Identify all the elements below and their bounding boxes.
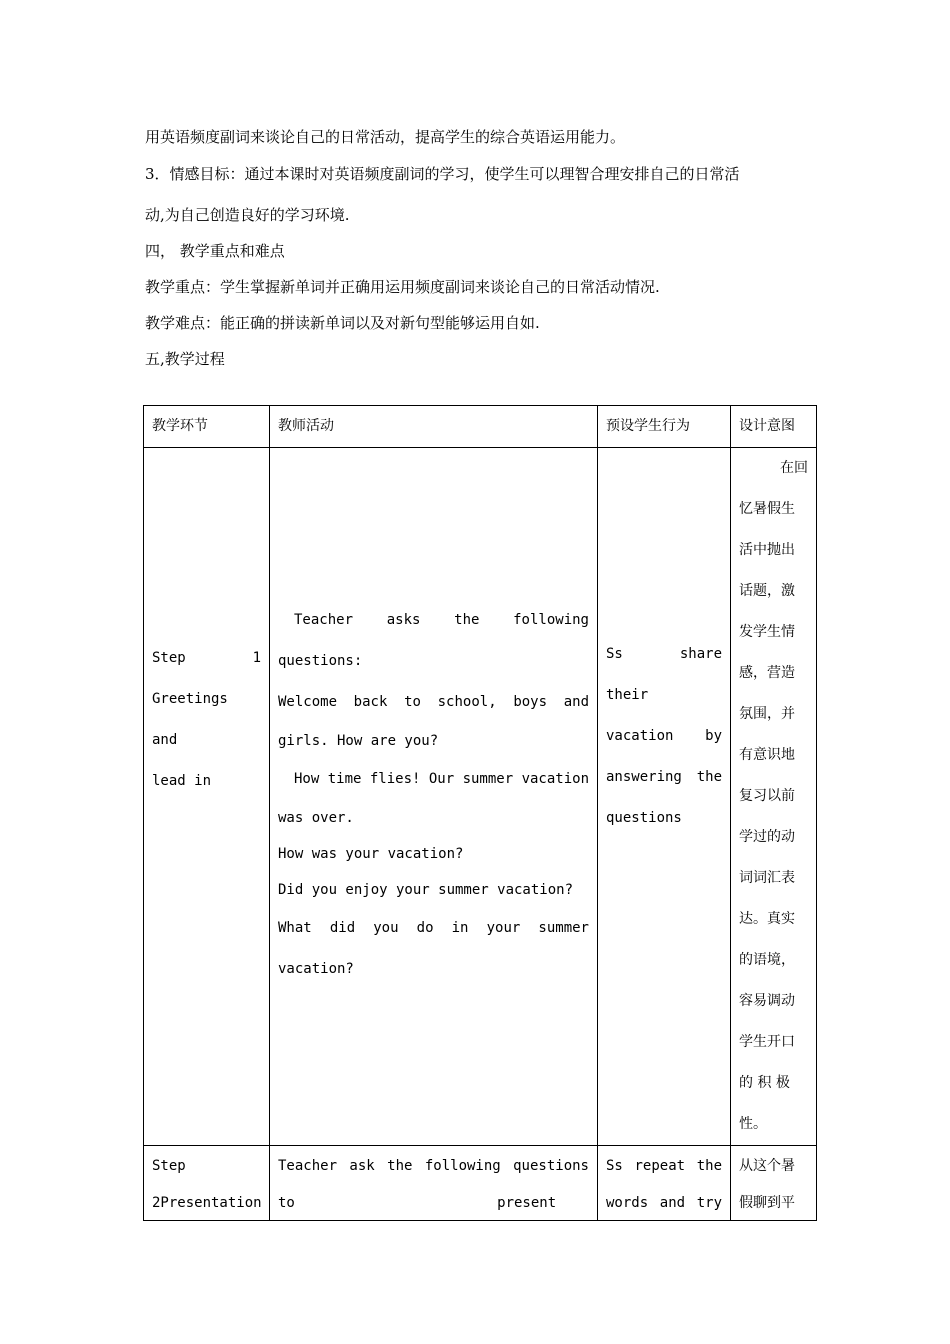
section-heading-5: 五,教学过程 (145, 350, 225, 368)
teacher-activity-cell (270, 448, 598, 1146)
header-teacher-activity: 教师活动 (270, 406, 598, 448)
step-line: lead in (152, 773, 212, 789)
design-intent-cell (731, 1146, 817, 1221)
teacher-line: Did you enjoy your summer vacation? (278, 882, 574, 898)
intent-line: 从这个暑 (739, 1158, 795, 1174)
table-row (144, 448, 817, 1146)
table-row (144, 1146, 817, 1221)
header-stage: 教学环节 (144, 406, 270, 448)
teacher-activity-cell (270, 1146, 598, 1221)
student-line: questions (606, 810, 682, 826)
teacher-line: to present (278, 1195, 557, 1211)
header-design-intent: 设计意图 (731, 406, 817, 448)
teacher-line: was over. (278, 810, 354, 826)
step-line: Greetings and (152, 691, 228, 748)
teacher-line: Teacher asks the following (294, 612, 589, 628)
paragraph-3: 动,为自己创造良好的学习环境. (145, 206, 350, 224)
intent-line: 词词汇表 (739, 870, 795, 886)
intent-line: 达。真实 (739, 911, 795, 927)
intent-line: 复习以前 (739, 788, 795, 804)
step-cell (144, 1146, 270, 1221)
intent-line: 发学生情 (739, 624, 795, 640)
teacher-line: What did you do in your summer (278, 920, 589, 936)
teacher-line: questions: (278, 653, 363, 669)
paragraph-2: 3．情感目标：通过本课时对英语频度副词的学习，使学生可以理智合理安排自己的日常活 (145, 165, 740, 183)
student-behavior-cell (598, 1146, 731, 1221)
intent-line: 感，营造 (739, 665, 795, 681)
design-intent-cell (731, 448, 817, 1146)
student-line: words and try (606, 1195, 722, 1211)
step-line: Step (152, 1158, 186, 1174)
intent-line: 的 积 极 (739, 1075, 790, 1091)
student-line: answering the (606, 769, 722, 785)
table-header-row (144, 406, 817, 448)
student-line: their (606, 687, 649, 703)
intent-line: 在回 (780, 460, 808, 476)
intent-line: 学过的动 (739, 829, 795, 845)
intent-line: 忆暑假生 (739, 501, 795, 517)
teacher-line: How time flies! Our summer vacation (294, 771, 590, 787)
intent-line: 活中抛出 (739, 542, 795, 558)
student-line: Ss repeat the (606, 1158, 722, 1174)
paragraph-difficulty: 教学难点：能正确的拼读新单词以及对新句型能够运用自如. (145, 314, 540, 332)
teacher-line: Teacher ask the following questions (278, 1158, 589, 1174)
paragraph-1: 用英语频度副词来谈论自己的日常活动，提高学生的综合英语运用能力。 (145, 128, 626, 146)
section-heading-4: 四， 教学重点和难点 (145, 242, 285, 260)
intent-line: 容易调动 (739, 993, 795, 1009)
student-behavior-cell (598, 448, 731, 1146)
teaching-process-table (143, 405, 817, 1221)
intent-line: 学生开口 (739, 1034, 795, 1050)
student-line: vacation by (606, 728, 722, 744)
teacher-line: vacation? (278, 961, 354, 977)
intent-line: 氛围，并 (739, 706, 795, 722)
intent-line: 假聊到平 (739, 1195, 795, 1211)
teacher-line: Welcome back to school, boys and (278, 694, 589, 710)
paragraph-key-point: 教学重点：学生掌握新单词并正确用运用频度副词来谈论自己的日常活动情况. (145, 278, 660, 296)
intent-line: 性。 (739, 1116, 767, 1132)
teacher-line: How was your vacation? (278, 846, 464, 862)
teacher-line: girls. How are you? (278, 733, 439, 749)
step-line: 2Presentation (152, 1195, 262, 1211)
intent-line: 有意识地 (739, 747, 795, 763)
step-line: Step 1 (152, 650, 261, 666)
header-student-behavior: 预设学生行为 (598, 406, 731, 448)
intent-line: 的语境， (739, 952, 795, 968)
student-line: Ss share (606, 646, 722, 662)
step-cell (144, 448, 270, 1146)
intent-line: 话题，激 (739, 583, 795, 599)
